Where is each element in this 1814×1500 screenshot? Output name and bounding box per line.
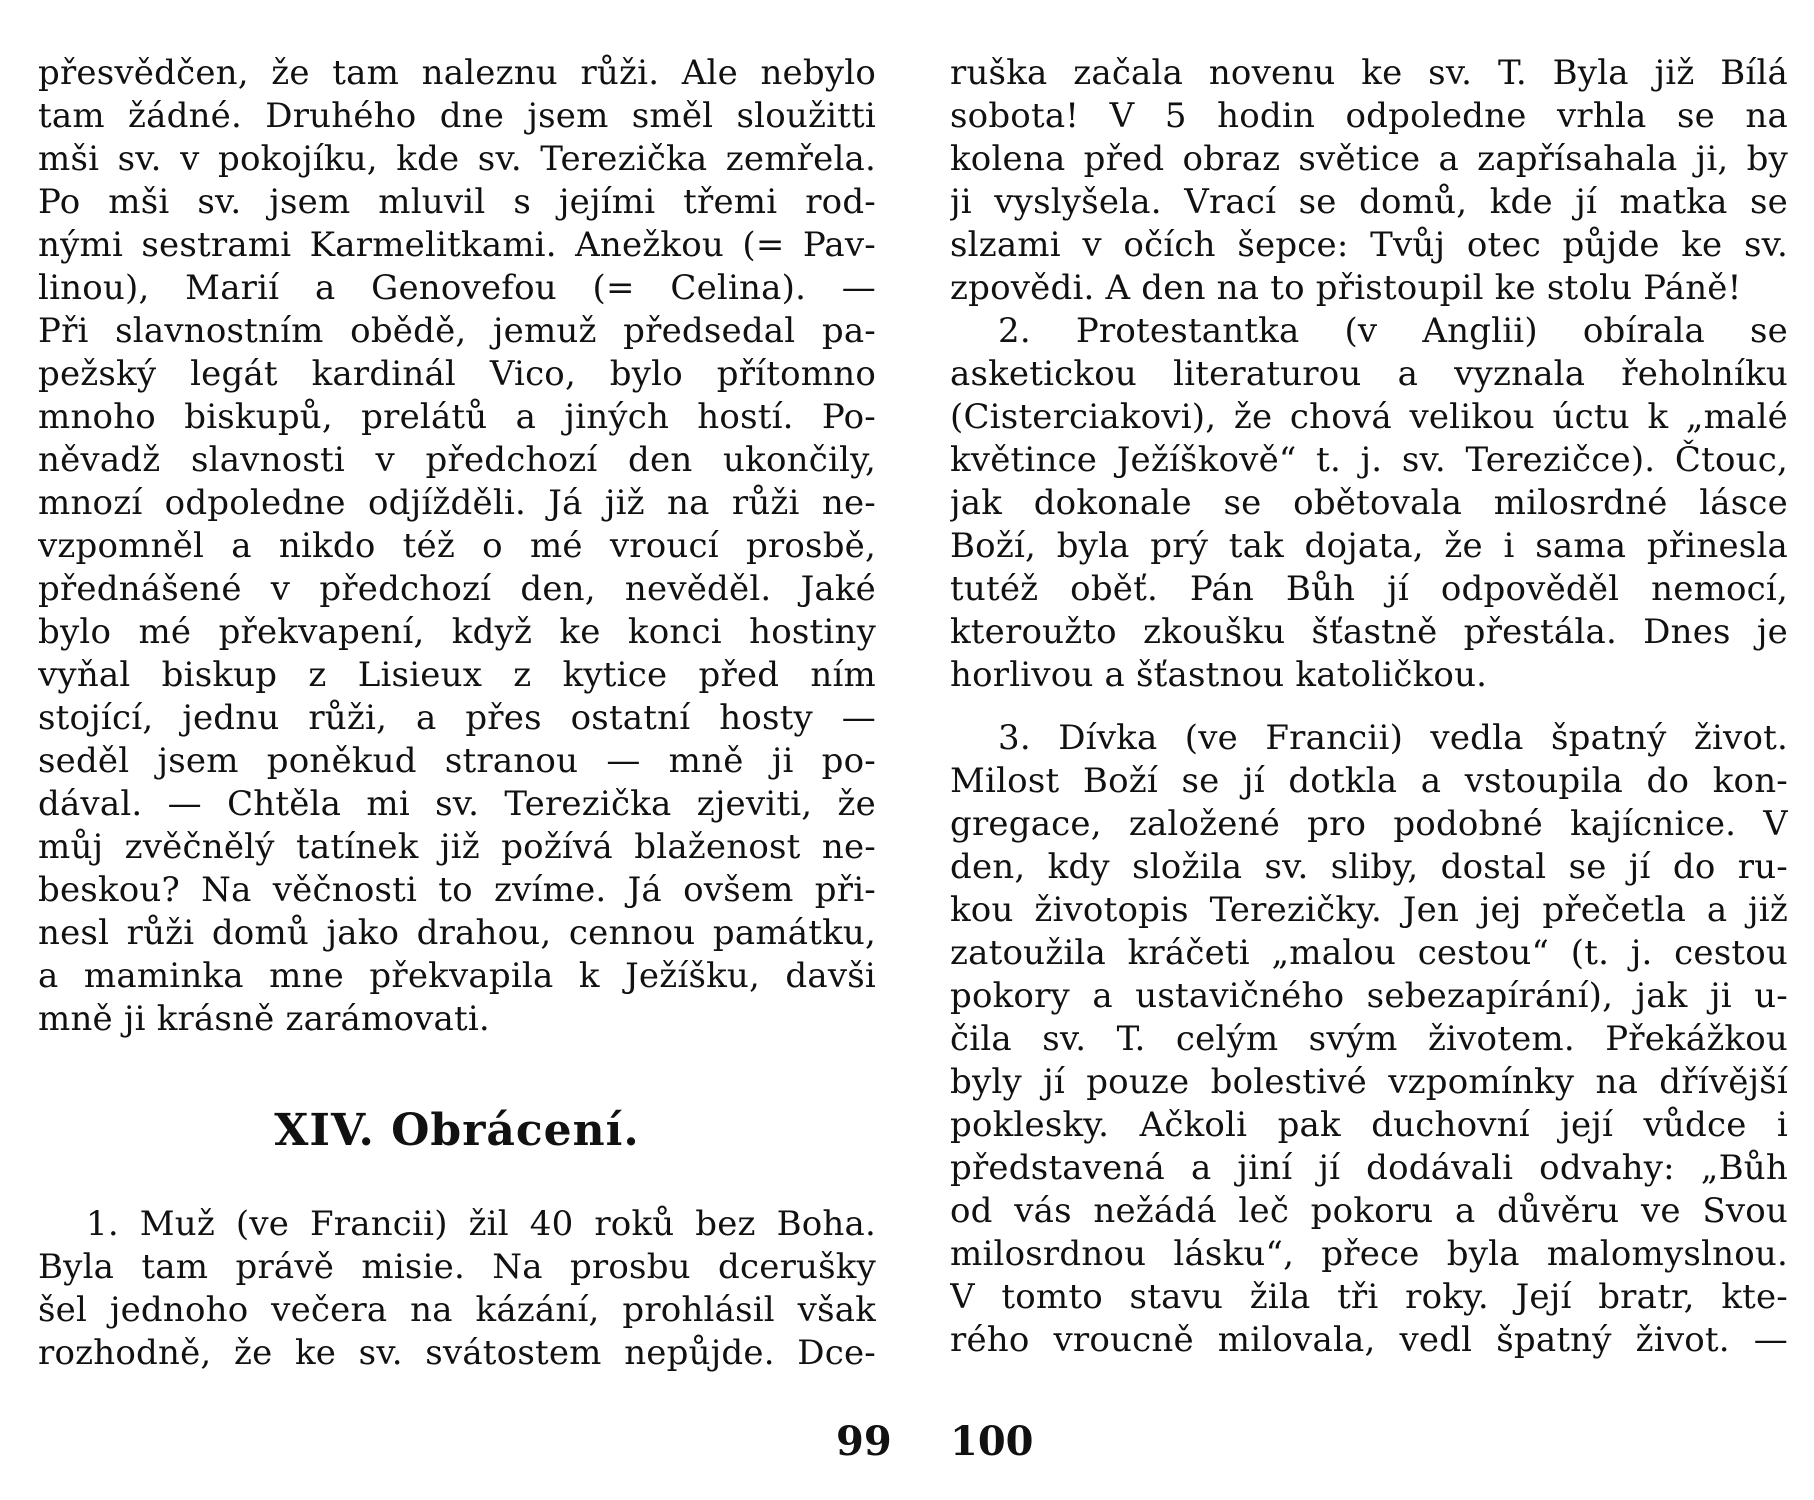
text-line: dával. — Chtěla mi sv. Terezička zjeviti, že <box>38 784 876 824</box>
right-paragraph-3 <box>950 717 1788 1362</box>
text-line: asketickou literaturou a vyznala řeholníku <box>950 354 1788 394</box>
text-line: mnozí odpoledne odjížděli. Já již na růži ne- <box>38 483 876 523</box>
text-line: čila sv. T. celým svým životem. Překážkou <box>950 1019 1788 1059</box>
paragraph-gap <box>950 697 1788 717</box>
text-line: jak dokonale se obětovala milosrdné lásce <box>950 483 1788 523</box>
text-line: pežský legát kardinál Vico, bylo přítomno <box>38 354 876 394</box>
text-line: zpovědi. A den na to přistoupil ke stolu Páně! <box>950 268 1742 308</box>
text-line: mnoho biskupů, prelátů a jiných hostí. Po- <box>38 397 876 437</box>
text-line: přesvědčen, že tam naleznu růži. Ale nebylo <box>38 53 876 93</box>
text-line: bylo mé překvapení, když ke konci hostiny <box>38 612 876 652</box>
text-line: zatoužila kráčeti „malou cestou“ (t. j. cestou <box>950 933 1788 973</box>
page-number-right: 100 <box>950 1418 1034 1465</box>
text-line: květince Ježíškově“ t. j. sv. Terezičce). Čtouc, <box>950 440 1788 480</box>
text-line: Milost Boží se jí dotkla a vstoupila do kon- <box>950 761 1788 801</box>
text-line: beskou? Na věčnosti to zvíme. Já ovšem při- <box>38 870 876 910</box>
text-line: a maminka mne překvapila k Ježíšku, davši <box>38 956 876 996</box>
text-line: vyňal biskup z Lisieux z kytice před ním <box>38 655 876 695</box>
text-line: stojící, jednu růži, a přes ostatní hosty — <box>38 698 876 738</box>
text-line: kou životopis Terezičky. Jen jej přečetla a již <box>950 890 1788 930</box>
right-page <box>950 52 1788 1362</box>
text-line: Byla tam právě misie. Na prosbu dcerušky <box>38 1247 876 1287</box>
chapter-heading: XIV. Obrácení. <box>274 1105 640 1156</box>
text-line: kteroužto zkoušku šťastně přestála. Dnes je <box>950 612 1788 652</box>
text-line: Při slavnostním obědě, jemuž předsedal pa- <box>38 311 876 351</box>
text-line: 3. Dívka (ve Francii) vedla špatný život. <box>998 718 1788 758</box>
text-line: V tomto stavu žila tři roky. Její bratr, kte- <box>950 1277 1788 1317</box>
text-line: vzpomněl a nikdo též o mé vroucí prosbě, <box>38 526 876 566</box>
text-line: přednášené v předchozí den, nevěděl. Jaké <box>38 569 876 609</box>
text-line: rozhodně, že ke sv. svátostem nepůjde. Dce- <box>38 1333 876 1373</box>
text-line: něvadž slavnosti v předchozí den ukončily, <box>38 440 876 480</box>
text-line: pokory a ustavičného sebezapírání), jak ji u- <box>950 976 1788 1016</box>
text-line: rého vroucně milovala, vedl špatný život. — <box>950 1320 1788 1360</box>
text-line: nými sestrami Karmelitkami. Anežkou (= Pav- <box>38 225 876 265</box>
text-line: šel jednoho večera na kázání, prohlásil však <box>38 1290 876 1330</box>
text-line: 2. Protestantka (v Anglii) obírala se <box>998 311 1788 351</box>
text-line: Po mši sv. jsem mluvil s jejími třemi rod- <box>38 182 876 222</box>
text-line: nesl růži domů jako drahou, cennou památku, <box>38 913 876 953</box>
text-line: představená a jiní jí dodávali odvahy: „Bůh <box>950 1148 1788 1188</box>
text-line: kolena před obraz světice a zapřísahala ji, by <box>950 139 1788 179</box>
text-line: horlivou a šťastnou katoličkou. <box>950 655 1488 695</box>
left-page <box>38 52 876 1375</box>
text-line: mši sv. v pokojíku, kde sv. Terezička zemřela. <box>38 139 876 179</box>
text-line: (Cisterciakovi), že chová velikou úctu k „malé <box>950 397 1788 437</box>
text-line: můj zvěčnělý tatínek již požívá blaženost ne- <box>38 827 876 867</box>
right-paragraph-2 <box>950 310 1788 697</box>
text-line: mně ji krásně zarámovati. <box>38 999 490 1039</box>
text-line: poklesky. Ačkoli pak duchovní její vůdce i <box>950 1105 1788 1145</box>
text-line: Boží, byla prý tak dojata, že i sama přinesla <box>950 526 1788 566</box>
text-line: milosrdnou lásku“, přece byla malomyslnou. <box>950 1234 1788 1274</box>
text-line: od vás nežádá leč pokoru a důvěru ve Svou <box>950 1191 1788 1231</box>
left-paragraph-1 <box>38 52 876 1041</box>
text-line: linou), Marií a Genovefou (= Celina). — <box>38 268 876 308</box>
text-line: tutéž oběť. Pán Bůh jí odpověděl nemocí, <box>950 569 1788 609</box>
left-paragraph-2 <box>38 1203 876 1375</box>
text-line: gregace, založené pro podobné kajícnice. V <box>950 804 1788 844</box>
text-line: den, kdy složila sv. sliby, dostal se jí do ru- <box>950 847 1788 887</box>
text-line: byly jí pouze bolestivé vzpomínky na dřívější <box>950 1062 1788 1102</box>
text-line: 1. Muž (ve Francii) žil 40 roků bez Boha. <box>86 1204 876 1244</box>
text-line: tam žádné. Druhého dne jsem směl sloužitti <box>38 96 876 136</box>
right-paragraph-1 <box>950 52 1788 310</box>
text-line: sobota! V 5 hodin odpoledne vrhla se na <box>950 96 1788 136</box>
text-line: ruška začala novenu ke sv. T. Byla již Bílá <box>950 53 1788 93</box>
text-line: slzami v očích šepce: Tvůj otec půjde ke sv. <box>950 225 1788 265</box>
page-number-left: 99 <box>836 1418 892 1465</box>
text-line: ji vyslyšela. Vrací se domů, kde jí matka se <box>950 182 1788 222</box>
text-line: seděl jsem poněkud stranou — mně ji po- <box>38 741 876 781</box>
